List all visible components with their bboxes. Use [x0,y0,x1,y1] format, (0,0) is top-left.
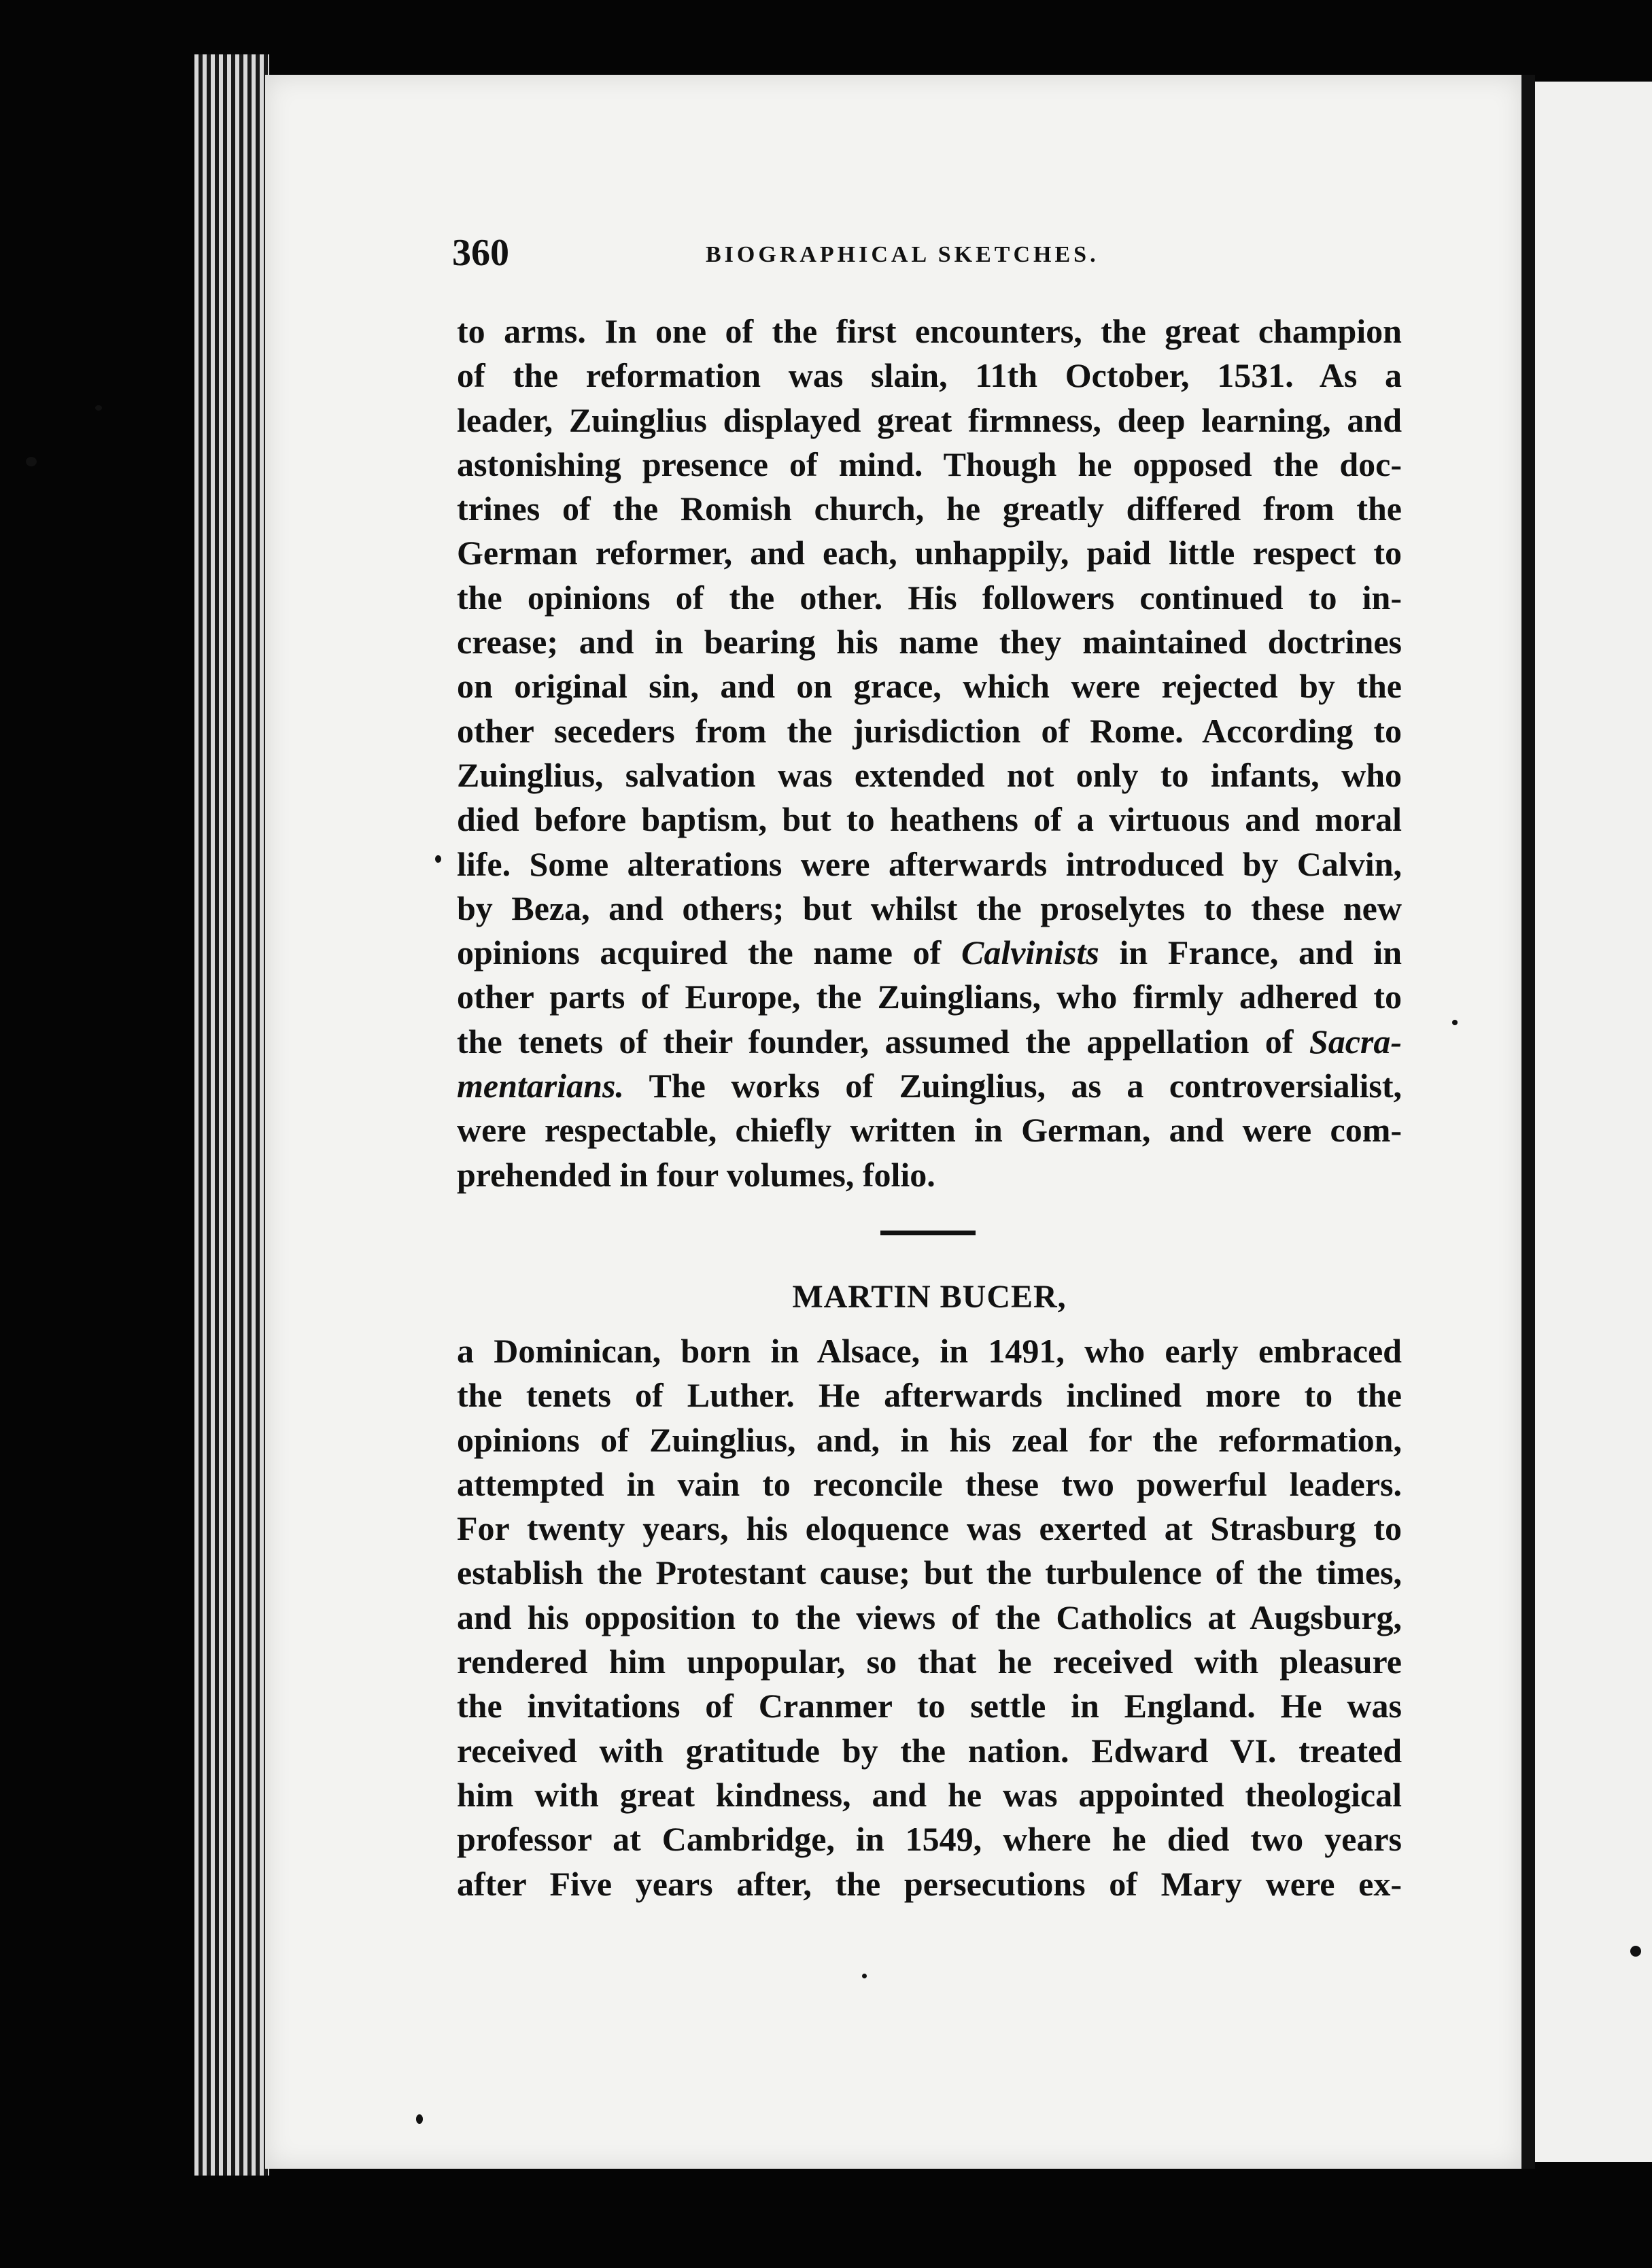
scan-speck [1452,1020,1458,1025]
section-title: MARTIN BUCER, [792,1279,1067,1315]
facing-page-edge [1535,82,1652,2162]
text-line: opinions of Zuinglius, and, in his zeal for the reformation, [457,1420,1402,1459]
italic-term-calvinists: Calvinists [961,933,1099,972]
text-line: other parts of Europe, the Zuinglians, who firmly adhered to [457,978,1402,1016]
text-line: died before baptism, but to heathens of a virtuous and moral [457,800,1402,839]
text-line: after Five years after, the persecutions of Mary were ex- [457,1864,1402,1903]
text-line: received with gratitude by the nation. Edward VI. treated [457,1731,1402,1770]
text-line: of the reformation was slain, 11th October, 1531. As a [457,356,1402,395]
paragraph-bucer [457,1329,1402,1906]
italic-term-mentarians: mentarians. [457,1067,624,1105]
paragraph-zuinglius [457,309,1402,1197]
text-segment: the tenets of their founder, assumed the appellation of [457,1022,1294,1061]
text-line: on original sin, and on grace, which were rejected by the [457,667,1402,706]
text-line: astonishing presence of mind. Though he opposed the doc- [457,445,1402,483]
text-line: Zuinglius, salvation was extended not only to infants, who [457,755,1402,794]
page-number: 360 [452,232,509,274]
text-line: For twenty years, his eloquence was exerted at Strasburg to [457,1509,1402,1548]
text-line: by Beza, and others; but whilst the proselytes to these new [457,889,1402,927]
section-divider [880,1231,976,1235]
text-line: attempted in vain to reconcile these two powerful leaders. [457,1464,1402,1503]
scan-speck [416,2114,423,2124]
text-segment: opinions acquired the name of [457,933,942,972]
text-segment: The works of Zuinglius, as a controversialist, [649,1067,1402,1105]
text-line: a Dominican, born in Alsace, in 1491, who early embraced [457,1332,1402,1370]
scan-speck [862,1974,867,1978]
scan-speck [1630,1946,1641,1957]
text-line: and his opposition to the views of the Catholics at Augsburg, [457,1598,1402,1636]
page-gutter [1521,75,1535,2169]
text-line: prehended in four volumes, folio. [457,1155,935,1194]
text-line: him with great kindness, and he was appointed theological [457,1775,1402,1814]
text-line: leader, Zuinglius displayed great firmness, deep learning, and [457,400,1402,439]
text-line: the opinions of the other. His followers continued to in- [457,578,1402,617]
text-line: the tenets of Luther. He afterwards inclined more to the [457,1376,1402,1415]
text-line: German reformer, and each, unhappily, paid little respect to [457,534,1402,572]
text-line: crease; and in bearing his name they maintained doctrines [457,623,1402,662]
text-line: establish the Protestant cause; but the turbulence of the times, [457,1553,1402,1592]
text-line: to arms. In one of the first encounters, the great champion [457,312,1402,350]
text-line: other seceders from the jurisdiction of Rome. According to [457,711,1402,750]
running-head: BIOGRAPHICAL SKETCHES. [706,242,1099,267]
scan-speck [435,855,441,863]
text-line-mixed [457,1064,1402,1108]
text-line: rendered him unpopular, so that he received with pleasure [457,1643,1402,1681]
page-header [452,231,1404,286]
scan-speck [26,457,37,466]
text-line: were respectable, chiefly written in German, and were com- [457,1111,1402,1150]
text-line: trines of the Romish church, he greatly differed from the [457,489,1402,528]
text-line-mixed [457,1020,1402,1064]
scan-speck [95,405,102,411]
italic-term-sacra: Sacra- [1309,1022,1402,1061]
text-segment: in France, and in [1119,933,1402,972]
text-line: the invitations of Cranmer to settle in England. He was [457,1687,1402,1725]
text-line: life. Some alterations were afterwards introduced by Calvin, [457,844,1402,883]
text-line: professor at Cambridge, in 1549, where he died two years [457,1820,1402,1859]
text-line-mixed [457,931,1402,975]
book-page-edges [194,54,269,2176]
